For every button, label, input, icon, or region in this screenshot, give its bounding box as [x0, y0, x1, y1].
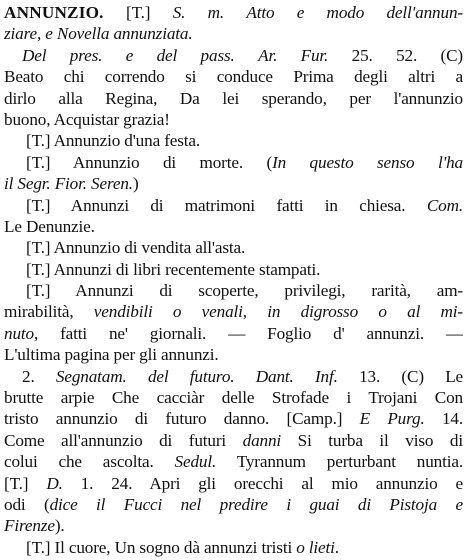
entry-line: colui che ascolta. Sedul. Tyrannum perturbant nuntia.	[4, 452, 463, 472]
entry-line: odi (dice il Fucci nel predire i guai di Pistoja e	[4, 494, 463, 514]
headword: ANNUNZIO.	[4, 3, 104, 22]
entry-line: ANNUNZIO. [T.] S. m. Atto e modo dell'annun-	[4, 3, 463, 22]
entry-line: Del pres. e del pass. Ar. Fur. 25. 52. (C)	[22, 45, 463, 65]
entry-line: [T.] Annunzio di morte. (In questo senso l'ha	[26, 152, 463, 172]
entry-line: 2. Segnatam. del futuro. Dant. Inf. 13. (C) Le	[22, 366, 463, 386]
entry-line: mirabilità, vendibili o venali, in digrosso o al mi-	[4, 302, 463, 322]
entry-line: [T.] Annunzi di matrimoni fatti in chiesa. Com.	[26, 195, 463, 215]
entry-line: nuto, fatti ne' giornali. — Foglio d' annunzi. —	[4, 323, 463, 343]
entry-line: [T.] D. 1. 24. Apri gli orecchi al mio annunzio e	[4, 473, 463, 493]
entry-line: [T.] Il cuore, Un sogno dà annunzi tristi o lieti.	[26, 537, 339, 557]
entry-line: tristo annunzio di futuro danno. [Camp.] E Purg. 14.	[4, 409, 463, 429]
entry-line: brutte arpie Che cacciàr delle Strofade i Trojani Con	[4, 388, 463, 408]
entry-line: [T.] Annunzi di libri recentemente stampati.	[26, 259, 321, 279]
entry-line: buono, Acquistar grazia!	[4, 109, 170, 129]
entry-line: il Segr. Fior. Seren.)	[4, 174, 139, 194]
entry-line: L'ultima pagina per gli annunzi.	[4, 345, 219, 365]
entry-line: Le Denunzie.	[4, 216, 95, 236]
entry-line: Firenze).	[4, 516, 65, 536]
entry-line: Beato chi correndo si conduce Prima degli altri a	[4, 67, 463, 87]
entry-line: Come all'annunzio di futuri danni Si turba il viso di	[4, 430, 463, 450]
entry-line: [T.] Annunzio di vendita all'asta.	[26, 238, 246, 258]
entry-line: ziare, e Novella annunziata.	[4, 24, 193, 44]
entry-line: [T.] Annunzio d'una festa.	[26, 131, 201, 151]
entry-line: [T.] Annunzi di scoperte, privilegi, rarità, am-	[26, 281, 463, 301]
entry-line: dirlo alla Regina, Da lei sperando, per l'annunzio	[4, 88, 463, 108]
